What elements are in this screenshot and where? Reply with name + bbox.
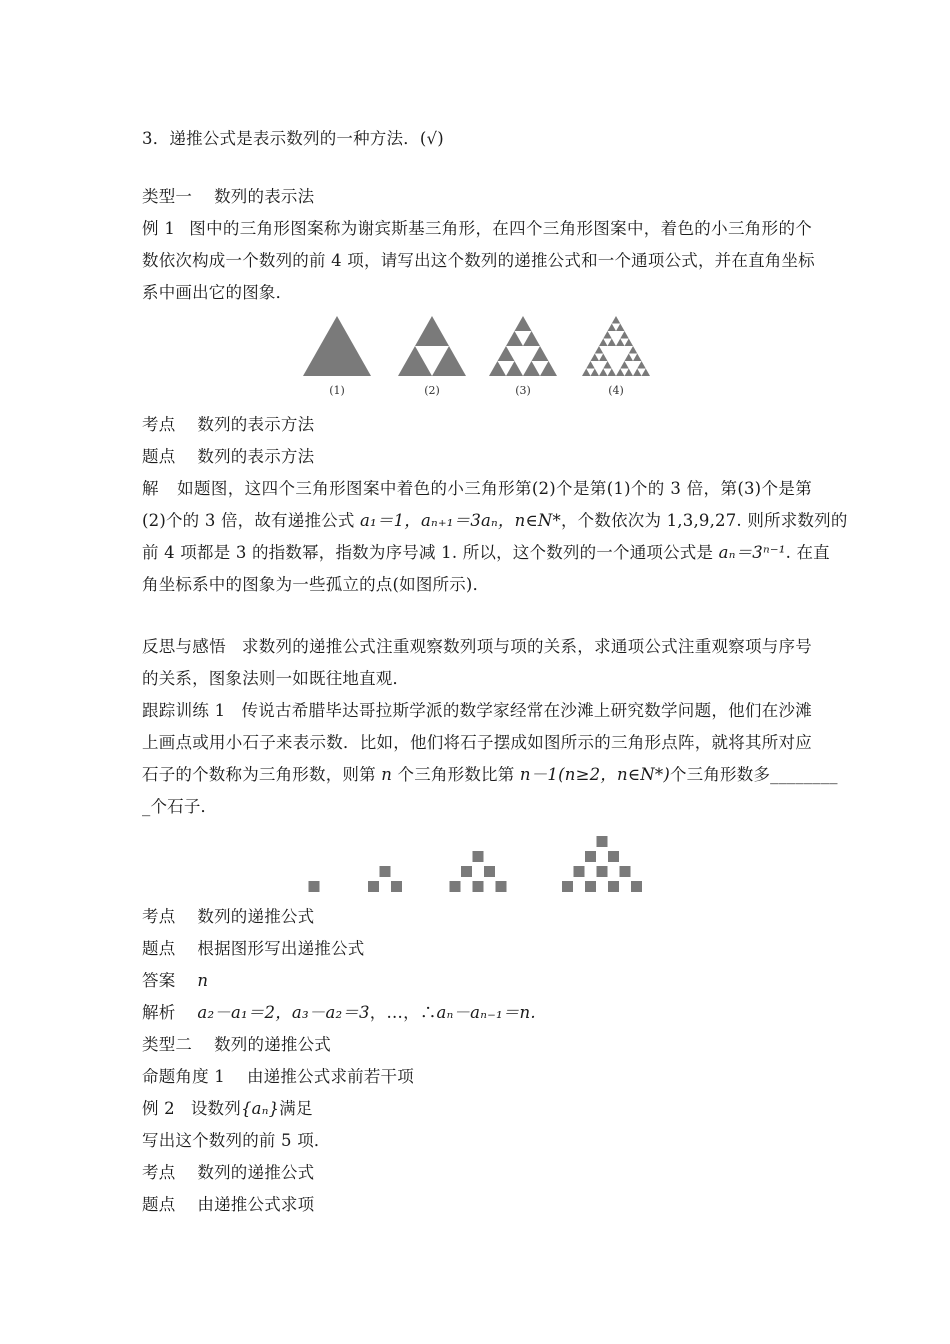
value: 数列的递推公式: [197, 1163, 315, 1182]
label: 题点: [142, 939, 176, 958]
caption-4: (4): [608, 384, 624, 397]
practice-line-1: [142, 700, 812, 722]
dot-triangle-1: [309, 881, 320, 892]
stone-dot: [461, 866, 472, 877]
caption-3: (3): [515, 384, 531, 397]
label: 解: [142, 479, 159, 498]
caption-1: (1): [329, 384, 345, 397]
var-n: n: [381, 765, 393, 784]
label: 类型一: [142, 187, 193, 206]
text: . 在直: [785, 543, 830, 562]
heading-text: 数列的表示法: [214, 187, 315, 206]
text: 前 4 项都是 3 的指数幂，指数为序号减 1. 所以，这个数列的一个通项公式是: [142, 543, 719, 562]
practice-line-2: 上画点或用小石子来表示数．比如，他们将石子摆成如图所示的三角形点阵，就将其所对应: [142, 733, 812, 752]
solution-line-4: 角坐标系中的图象为一些孤立的点(如图所示)．: [142, 575, 490, 594]
label: 考点: [142, 1163, 176, 1182]
caption-2: (2): [424, 384, 440, 397]
stone-dot: [597, 866, 608, 877]
dot-triangle-3: [450, 851, 507, 892]
label: 考点: [142, 907, 176, 926]
example-1-line-1: [142, 218, 812, 240]
text: 传说古希腊毕达哥拉斯学派的数学家经常在沙滩上研究数学问题，他们在沙滩: [241, 701, 812, 720]
text: 求数列的递推公式注重观察数列项与项的关系，求通项公式注重观察项与序号: [241, 637, 813, 656]
tidian-1: [142, 446, 812, 468]
label: 题点: [142, 1195, 176, 1214]
value: 数列的递推公式: [197, 907, 315, 926]
stone-dot: [608, 851, 619, 862]
difference-formula-n: aₙ－aₙ₋₁＝n.: [436, 1003, 536, 1022]
text: 设数列: [190, 1099, 241, 1118]
solution-line-2: [142, 510, 848, 532]
answer: [142, 970, 812, 992]
solution-line-1: [142, 478, 812, 500]
text: 图中的三角形图案称为谢宾斯基三角形，在四个三角形图案中，着色的小三角形的个: [189, 219, 813, 238]
label: 命题角度 1: [142, 1067, 225, 1086]
text: 满足: [279, 1099, 313, 1118]
label: 反思与感悟: [142, 637, 226, 656]
reflection-line-2: 的关系，图象法则一如既往地直观．: [142, 669, 410, 688]
label: 例 2: [142, 1099, 175, 1118]
label: 例 1: [142, 219, 176, 238]
kaodian-1: [142, 414, 812, 436]
label: 类型二: [142, 1035, 193, 1054]
analysis: [142, 1002, 812, 1024]
label: 题点: [142, 447, 176, 466]
general-formula: aₙ＝3ⁿ⁻¹: [718, 543, 786, 562]
sierpinski-figure: [300, 314, 660, 400]
practice-line-4: _个石子．: [142, 797, 218, 816]
value: 由递推公式求项: [197, 1195, 315, 1214]
label: 答案: [142, 971, 176, 990]
sierpinski-triangle-2: [398, 316, 466, 376]
stone-dot: [620, 866, 631, 877]
tidian-2: [142, 938, 812, 960]
stone-dot: [562, 881, 573, 892]
stone-dot: [473, 851, 484, 862]
stone-dot: [597, 836, 608, 847]
text: 石子的个数称为三角形数，则第: [142, 765, 382, 784]
text: 如题图，这四个三角形图案中着色的小三角形第(2)个是第(1)个的 3 倍，第(3)个是第: [176, 479, 813, 498]
value: 数列的表示方法: [197, 447, 315, 466]
difference-formula: a₂－a₁＝2，a₃－a₂＝3: [197, 1003, 370, 1022]
stone-dot: [450, 881, 461, 892]
value: 数列的表示方法: [197, 415, 315, 434]
stone-dot: [380, 866, 391, 877]
stone-dot: [631, 881, 642, 892]
stone-dot: [608, 881, 619, 892]
heading-text: 由递推公式求前若干项: [246, 1067, 414, 1086]
sierpinski-triangle-3: [489, 316, 557, 376]
triangular-number-figure: [300, 820, 650, 896]
stone-dot: [484, 866, 495, 877]
dot-triangle-2: [368, 866, 402, 892]
sierpinski-triangle-1: [303, 316, 371, 376]
reflection-line-1: [142, 636, 812, 658]
stone-dot: [473, 881, 484, 892]
condition: n－1(n≥2，n∈N*): [519, 765, 670, 784]
blank-text: 个三角形数多________: [669, 765, 838, 784]
section-heading-type-1: [142, 186, 812, 208]
example-2: [142, 1098, 812, 1120]
example-1-line-3: 系中画出它的图象．: [142, 283, 293, 302]
label: 解析: [142, 1003, 176, 1022]
kaodian-2: [142, 906, 812, 928]
kaodian-3: [142, 1162, 812, 1184]
label: 考点: [142, 415, 176, 434]
text: ，个数依次为 1,3,9,27. 则所求数列的: [560, 511, 848, 530]
text: ，…，∴: [369, 1003, 437, 1022]
solution-line-3: [142, 542, 830, 564]
sequence-symbol: {aₙ}: [240, 1099, 280, 1118]
practice-line-3: [142, 764, 838, 786]
example-1-line-2: 数依次构成一个数列的前 4 项，请写出这个数列的递推公式和一个通项公式，并在直角坐标: [142, 251, 815, 270]
sierpinski-triangle-4: [582, 316, 650, 376]
dot-triangle-4: [562, 836, 642, 892]
value: n: [197, 971, 209, 990]
value: 根据图形写出递推公式: [197, 939, 365, 958]
subheading-angle-1: [142, 1066, 812, 1088]
tidian-3: [142, 1194, 812, 1216]
label: 跟踪训练 1: [142, 701, 226, 720]
stone-dot: [585, 851, 596, 862]
stone-dot: [309, 881, 320, 892]
recurrence-formula: a₁＝1，aₙ₊₁＝3aₙ，n∈N*: [360, 511, 561, 530]
text: 个三角形数比第: [392, 765, 520, 784]
stone-dot: [391, 881, 402, 892]
stone-dot: [368, 881, 379, 892]
statement-3: 3．递推公式是表示数列的一种方法．(√): [142, 129, 444, 148]
stone-dot: [574, 866, 585, 877]
example-2-task: 写出这个数列的前 5 项．: [142, 1131, 331, 1150]
text: (2)个的 3 倍，故有递推公式: [142, 511, 361, 530]
section-heading-type-2: [142, 1034, 812, 1056]
stone-dot: [496, 881, 507, 892]
stone-dot: [585, 881, 596, 892]
heading-text: 数列的递推公式: [214, 1035, 332, 1054]
